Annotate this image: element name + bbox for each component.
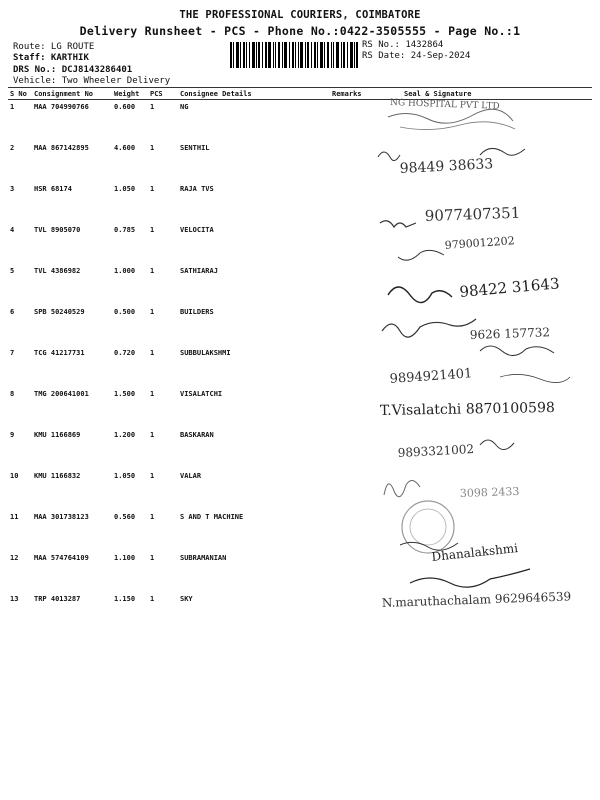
cell-consignee: BUILDERS bbox=[180, 308, 214, 316]
cell-weight: 0.500 bbox=[114, 308, 136, 316]
cell-pcs: 1 bbox=[150, 103, 155, 111]
cell-consignment: TCG 41217731 bbox=[34, 349, 85, 357]
cell-weight: 0.785 bbox=[114, 226, 136, 234]
cell-consignment: TMG 200641001 bbox=[34, 390, 89, 398]
cell-consignment: TRP 4013287 bbox=[34, 595, 81, 603]
hospital-stamp-text: NG HOSPITAL PVT LTD bbox=[389, 98, 500, 112]
cell-weight: 0.600 bbox=[114, 103, 136, 111]
cell-sno: 2 bbox=[10, 144, 15, 152]
cell-pcs: 1 bbox=[150, 513, 155, 521]
cell-consignment: MAA 704990766 bbox=[34, 103, 89, 111]
cell-pcs: 1 bbox=[150, 267, 155, 275]
cell-consignee: VISALATCHI bbox=[180, 390, 223, 398]
cell-pcs: 1 bbox=[150, 390, 155, 398]
cell-consignee: VALAR bbox=[180, 472, 202, 480]
handwritten-phone-7: 9894921401 bbox=[389, 366, 473, 387]
signature-area bbox=[370, 95, 595, 655]
cell-sno: 11 bbox=[10, 513, 19, 521]
cell-sno: 4 bbox=[10, 226, 15, 234]
handwritten-phone-2: 98449 38633 bbox=[399, 156, 494, 177]
cell-sno: 7 bbox=[10, 349, 15, 357]
col-consignee: Consignee Details bbox=[178, 88, 330, 100]
cell-sno: 3 bbox=[10, 185, 15, 193]
cell-weight: 1.100 bbox=[114, 554, 136, 562]
col-weight: Weight bbox=[112, 88, 148, 100]
handwritten-phone-4: 9790012202 bbox=[444, 234, 516, 252]
cell-pcs: 1 bbox=[150, 349, 155, 357]
cell-consignee: VELOCITA bbox=[180, 226, 214, 234]
signature-scribble-12 bbox=[410, 569, 530, 587]
cell-sno: 8 bbox=[10, 390, 15, 398]
cell-pcs: 1 bbox=[150, 308, 155, 316]
cell-consignment: TVL 4386982 bbox=[34, 267, 81, 275]
cell-consignment: MAA 574764109 bbox=[34, 554, 89, 562]
cell-consignment: MAA 301738123 bbox=[34, 513, 89, 521]
cell-consignment: KMU 1166869 bbox=[34, 431, 81, 439]
cell-sno: 13 bbox=[10, 595, 19, 603]
vehicle-label: Vehicle: Two Wheeler Delivery bbox=[13, 76, 171, 86]
cell-consignee: SENTHIL bbox=[180, 144, 210, 152]
rs-number: RS No.: 1432864 bbox=[362, 40, 444, 50]
cell-consignee: S AND T MACHINE bbox=[180, 513, 244, 521]
cell-sno: 1 bbox=[10, 103, 15, 111]
cell-consignment: SPB 50240529 bbox=[34, 308, 85, 316]
cell-sno: 9 bbox=[10, 431, 15, 439]
handwritten-phone-3: 9077407351 bbox=[424, 203, 521, 225]
cell-pcs: 1 bbox=[150, 431, 155, 439]
cell-weight: 1.050 bbox=[114, 472, 136, 480]
drs-number: DRS No.: DCJ8143286401 bbox=[13, 65, 133, 75]
cell-consignment: KMU 1166832 bbox=[34, 472, 81, 480]
cell-weight: 0.720 bbox=[114, 349, 136, 357]
cell-sno: 5 bbox=[10, 267, 15, 275]
signature-scribble-4 bbox=[398, 250, 444, 260]
cell-pcs: 1 bbox=[150, 554, 155, 562]
cell-consignee: SUBRAMANIAN bbox=[180, 554, 227, 562]
cell-weight: 4.600 bbox=[114, 144, 136, 152]
cell-weight: 1.500 bbox=[114, 390, 136, 398]
handwritten-phone-10: 3098 2433 bbox=[459, 484, 520, 500]
signature-scribble-7 bbox=[480, 346, 554, 356]
cell-consignment: TVL 8905070 bbox=[34, 226, 81, 234]
barcode-image bbox=[230, 42, 358, 68]
col-signature: Seal & Signature bbox=[380, 88, 592, 100]
signature-scribble-9 bbox=[480, 440, 514, 450]
signature-scribble-10 bbox=[384, 480, 420, 496]
route-label: Route: LG ROUTE bbox=[13, 42, 95, 52]
cell-pcs: 1 bbox=[150, 185, 155, 193]
cell-pcs: 1 bbox=[150, 595, 155, 603]
cell-sno: 12 bbox=[10, 554, 19, 562]
cell-weight: 1.200 bbox=[114, 431, 136, 439]
cell-consignee: RAJA TVS bbox=[180, 185, 214, 193]
handwritten-name-13: N.maruthachalam 9629646539 bbox=[381, 589, 572, 610]
cell-sno: 10 bbox=[10, 472, 19, 480]
staff-label: Staff: KARTHIK bbox=[13, 53, 89, 63]
handwritten-phone-6: 9626 157732 bbox=[469, 325, 551, 342]
signature-scribble-6 bbox=[382, 319, 476, 337]
cell-consignment: HSR 68174 bbox=[34, 185, 72, 193]
cell-pcs: 1 bbox=[150, 144, 155, 152]
cell-weight: 1.150 bbox=[114, 595, 136, 603]
handwritten-name-12: Dhanalakshmi bbox=[430, 540, 519, 564]
runsheet-title: Delivery Runsheet - PCS - Phone No.:0422-3505555 - Page No.:1 bbox=[79, 24, 521, 38]
signature-scribble-2 bbox=[378, 152, 400, 161]
cell-consignee: NG bbox=[180, 103, 189, 111]
handwritten-name-8: T.Visalatchi 8870100598 bbox=[379, 399, 555, 419]
cell-consignee: SKY bbox=[180, 595, 193, 603]
company-title: THE PROFESSIONAL COURIERS, COIMBATORE bbox=[179, 9, 421, 21]
cell-consignment: MAA 867142895 bbox=[34, 144, 89, 152]
handwritten-phone-5: 98422 31643 bbox=[458, 274, 561, 301]
rs-date: RS Date: 24-Sep-2024 bbox=[362, 51, 471, 61]
cell-weight: 1.050 bbox=[114, 185, 136, 193]
cell-pcs: 1 bbox=[150, 226, 155, 234]
col-pcs: PCS bbox=[148, 88, 178, 100]
cell-pcs: 1 bbox=[150, 472, 155, 480]
signature-scribble-3 bbox=[380, 221, 416, 227]
col-remarks: Remarks bbox=[330, 88, 380, 100]
cell-consignee: SATHIARAJ bbox=[180, 267, 218, 275]
cell-weight: 1.000 bbox=[114, 267, 136, 275]
col-sno: S No bbox=[8, 88, 32, 100]
cell-consignee: SUBBULAKSHMI bbox=[180, 349, 231, 357]
col-consignment: Consignment No bbox=[32, 88, 112, 100]
handwritten-phone-9: 9893321002 bbox=[397, 442, 475, 460]
cell-weight: 0.560 bbox=[114, 513, 136, 521]
cell-consignee: BASKARAN bbox=[180, 431, 214, 439]
signature-scribble-5 bbox=[388, 287, 452, 303]
cell-sno: 6 bbox=[10, 308, 15, 316]
